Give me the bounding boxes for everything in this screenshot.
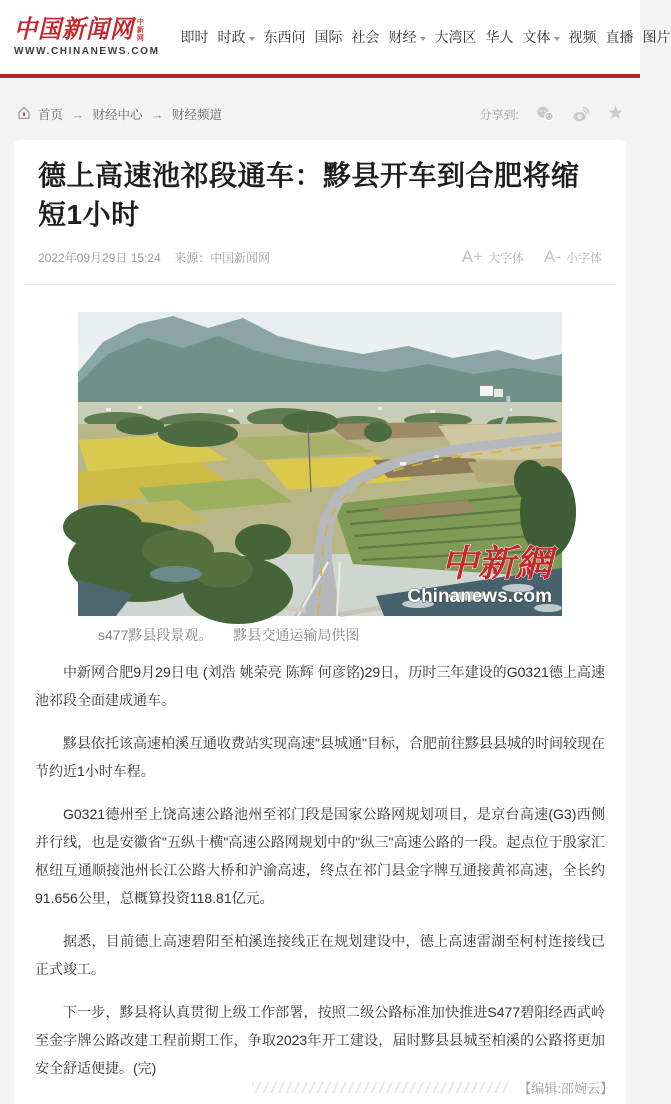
article-figure	[14, 312, 626, 645]
chevron-down-icon	[420, 37, 426, 41]
article-body	[14, 658, 626, 1082]
article-paragraph: 黟县依托该高速柏溪互通收费站实现高速"县城通"目标，合肥前往黟县县城的时间较现在节约近1小时车程。	[35, 735, 605, 779]
font-smaller-button[interactable]	[544, 247, 602, 267]
nav-item[interactable]	[486, 27, 514, 47]
favorite-star-icon[interactable]: ★	[606, 103, 624, 124]
nav-item[interactable]	[569, 27, 597, 47]
nav-item-label: 视频	[568, 29, 597, 45]
article-title: 德上高速池祁段通车：黟县开车到合肥将缩短1小时	[38, 160, 580, 230]
header-red-rule	[0, 74, 640, 78]
nav-item-label: 即时	[180, 29, 209, 45]
breadcrumb-items	[38, 105, 222, 123]
photo-watermark-cn: 中新網	[441, 541, 552, 585]
article-card	[14, 140, 626, 1104]
nav-item-label: 时政	[217, 29, 246, 45]
editor-credit: 【编辑:邵婉云】	[518, 1081, 613, 1096]
photo-watermark-en: Chinanews.com	[407, 586, 552, 607]
font-larger-icon: A+	[461, 247, 483, 266]
photo-caption: s477黟县段景观。 黟县交通运输局供图	[98, 627, 360, 643]
weibo-share-icon[interactable]	[571, 105, 591, 123]
nav-item[interactable]	[315, 27, 343, 47]
nav-item-label: 直播	[605, 29, 634, 45]
nav-item[interactable]	[264, 27, 306, 47]
nav-item-label: 财经	[388, 29, 417, 45]
breadcrumb-separator: →	[71, 108, 84, 122]
nav-item-label: 东西问	[263, 29, 306, 45]
meta-divider	[24, 284, 616, 285]
breadcrumb-link[interactable]: 首页	[38, 108, 64, 122]
breadcrumb-separator: →	[150, 108, 164, 122]
nav-item-label: 国际	[314, 29, 343, 45]
nav-item[interactable]	[389, 27, 426, 47]
nav-item-label: 文体	[522, 29, 551, 45]
main-nav	[181, 27, 671, 47]
article-paragraph: 据悉，目前德上高速碧阳至柏溪连接线正在规划建设中，德上高速雷湖至柯村连接线已正式竣工。	[35, 933, 605, 977]
font-smaller-icon: A-	[543, 247, 561, 266]
nav-item-label: 大湾区	[434, 29, 477, 45]
nav-item-label: 图片	[642, 29, 671, 45]
breadcrumb-link[interactable]: 财经中心	[92, 108, 143, 122]
font-larger-label: 大字体	[487, 250, 524, 265]
publish-date: 2022年09月29日 15:24	[38, 250, 161, 265]
wechat-share-icon[interactable]	[535, 105, 555, 123]
nav-item[interactable]	[606, 27, 634, 47]
article-paragraph: 下一步，黟县将认真贯彻上级工作部署，按照二级公路标准加快推进S477碧阳经西武岭至金字牌公路改建工程前期工作，争取2023年开工建设，届时黟县县城至柏溪的公路将更加安全舒适便捷。(完)	[35, 1004, 605, 1076]
logo-side-text: 中新网	[136, 18, 144, 42]
share-label: 分享到:	[479, 107, 519, 122]
nav-item[interactable]	[181, 27, 209, 47]
nav-item[interactable]	[643, 27, 671, 47]
article-paragraph: 中新网合肥9月29日电 (刘浩 姚荣亮 陈辉 何彦铭)29日，历时三年建设的G0321德上高速池祁段全面建成通车。	[35, 664, 605, 708]
article-meta	[38, 249, 270, 266]
hatch-divider	[252, 1082, 510, 1093]
nav-item-label: 社会	[351, 29, 380, 45]
nav-item-label: 华人	[485, 29, 514, 45]
logo-url: WWW.CHINANEWS.COM	[14, 46, 160, 57]
home-icon[interactable]	[16, 105, 32, 124]
chevron-down-icon	[554, 37, 560, 41]
font-larger-button[interactable]	[462, 247, 524, 267]
chevron-down-icon	[249, 37, 255, 41]
nav-item[interactable]	[435, 27, 477, 47]
logo-text: 中国新闻网	[14, 14, 134, 45]
nav-item[interactable]	[352, 27, 380, 47]
site-header	[0, 0, 671, 74]
font-smaller-label: 小字体	[565, 250, 602, 265]
article-source: 来源：中国新闻网	[174, 250, 271, 265]
article-photo	[78, 312, 562, 616]
article-paragraph: G0321德州至上饶高速公路池州至祁门段是国家公路网规划项目，是京台高速(G3)西侧并行线，也是安徽省"五纵十横"高速公路网规划中的"纵三"高速公路的一段。起点位于殷家汇枢纽互通顺接池州长江公路大桥和沪渝高速，终点在祁门县金字牌互通接黄祁高速，全长约91.656公里，总概算投资118.81亿元。	[35, 806, 605, 906]
nav-item[interactable]	[523, 27, 560, 47]
breadcrumb-link[interactable]: 财经频道	[171, 108, 222, 122]
site-logo[interactable]	[14, 14, 160, 57]
nav-item[interactable]	[218, 27, 255, 47]
share-bar	[480, 105, 624, 123]
breadcrumb	[16, 105, 222, 124]
